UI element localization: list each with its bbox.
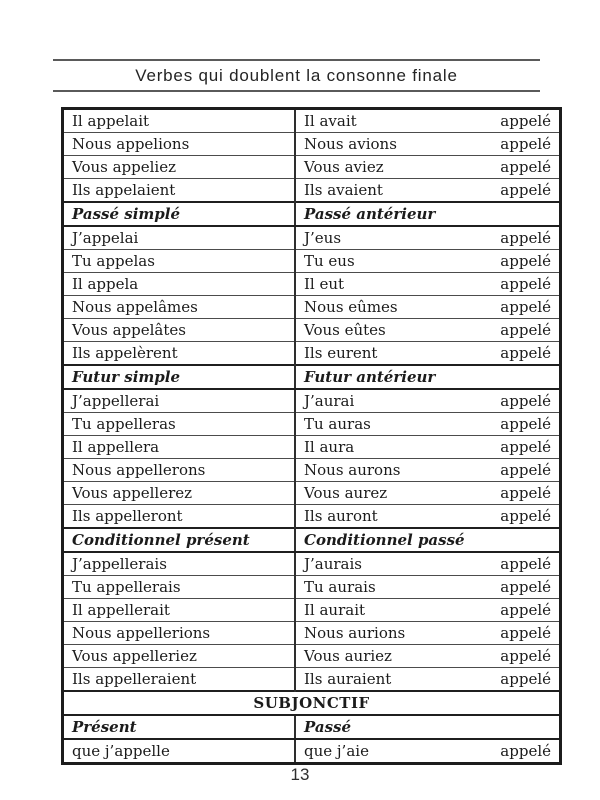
participle-text: appelé [500,320,551,339]
participle-text: appelé [500,506,551,525]
table-row-conjugation [63,250,561,273]
participle-text: appelé [500,577,551,596]
compound-form [295,739,561,764]
participle-text: appelé [500,251,551,270]
conjugation-form: Tu appelas [63,250,296,273]
tense-heading-left: Passé simplé [63,202,296,226]
conjugation-form: que j’appelle [63,739,296,764]
compound-form-layout [304,111,551,132]
auxiliary-text: Il eut [304,274,345,293]
conjugation-form: J’appelai [63,226,296,250]
table-row-conjugation [63,505,561,529]
compound-form-layout [304,623,551,644]
conjugation-form: Vous appelleriez [63,645,296,668]
table-row-conjugation [63,226,561,250]
compound-form-layout [304,274,551,295]
conjugation-form: Ils appelaient [63,179,296,203]
compound-form-layout [304,157,551,178]
auxiliary-text: Il avait [304,111,357,130]
compound-form [295,459,561,482]
table-row-conjugation [63,668,561,692]
conjugation-form: Il appelait [63,109,296,133]
participle-text: appelé [500,134,551,153]
table-row-conjugation [63,273,561,296]
table-row-conjugation [63,342,561,366]
table-row-conjugation [63,645,561,668]
auxiliary-text: Tu aurais [304,577,376,596]
compound-form-layout [304,506,551,527]
auxiliary-text: Nous avions [304,134,397,153]
tense-heading-left: Conditionnel présent [63,528,296,552]
participle-text: appelé [500,741,551,760]
tense-heading-right: Passé antérieur [295,202,561,226]
compound-form-layout [304,741,551,762]
conjugation-form: Il appellera [63,436,296,459]
compound-form-layout [304,669,551,690]
table-row-conjugation [63,109,561,133]
compound-form-layout [304,297,551,318]
conjugation-form: Il appela [63,273,296,296]
participle-text: appelé [500,669,551,688]
tense-heading-right: Futur antérieur [295,365,561,389]
compound-form [295,576,561,599]
conjugation-table-body [63,109,561,764]
conjugation-form: Ils appelleraient [63,668,296,692]
participle-text: appelé [500,297,551,316]
compound-form-layout [304,577,551,598]
compound-form [295,133,561,156]
conjugation-form: Nous appelâmes [63,296,296,319]
auxiliary-text: Ils auront [304,506,378,525]
tense-heading-right: Passé [295,715,561,739]
compound-form-layout [304,646,551,667]
auxiliary-text: Ils auraient [304,669,392,688]
compound-form [295,668,561,692]
compound-form [295,156,561,179]
table-row-tense-heading [63,528,561,552]
table-row-conjugation [63,552,561,576]
compound-form [295,622,561,645]
compound-form [295,599,561,622]
conjugation-form: J’appellerai [63,389,296,413]
compound-form-layout [304,343,551,364]
auxiliary-text: Vous aviez [304,157,384,176]
table-row-tense-heading [63,202,561,226]
table-row-conjugation [63,622,561,645]
participle-text: appelé [500,343,551,362]
compound-form [295,436,561,459]
table-row-conjugation [63,413,561,436]
table-row-conjugation [63,599,561,622]
compound-form [295,389,561,413]
compound-form-layout [304,391,551,412]
auxiliary-text: J’aurai [304,391,355,410]
page-number: 13 [290,765,310,784]
auxiliary-text: Vous auriez [304,646,392,665]
participle-text: appelé [500,157,551,176]
conjugation-form: Tu appellerais [63,576,296,599]
conjugation-form: Vous appelâtes [63,319,296,342]
conjugation-form: Nous appellerons [63,459,296,482]
conjugation-form: Vous appellerez [63,482,296,505]
table-row-conjugation [63,296,561,319]
compound-form-layout [304,483,551,504]
table-row-mood-heading [63,691,561,715]
conjugation-form: Vous appeliez [63,156,296,179]
participle-text: appelé [500,600,551,619]
tense-heading-left: Présent [63,715,296,739]
compound-form [295,645,561,668]
compound-form [295,226,561,250]
conjugation-form: Ils appelleront [63,505,296,529]
compound-form [295,179,561,203]
compound-form [295,505,561,529]
participle-text: appelé [500,391,551,410]
auxiliary-text: Il aura [304,437,355,456]
compound-form-layout [304,228,551,249]
conjugation-form: Nous appelions [63,133,296,156]
participle-text: appelé [500,646,551,665]
table-row-conjugation [63,576,561,599]
compound-form [295,273,561,296]
table-row-conjugation [63,179,561,203]
participle-text: appelé [500,111,551,130]
participle-text: appelé [500,180,551,199]
compound-form-layout [304,251,551,272]
table-row-conjugation [63,133,561,156]
compound-form [295,250,561,273]
auxiliary-text: J’eus [304,228,342,247]
auxiliary-text: Ils avaient [304,180,383,199]
conjugation-form: Ils appelèrent [63,342,296,366]
participle-text: appelé [500,228,551,247]
auxiliary-text: Tu eus [304,251,355,270]
table-row-conjugation [63,459,561,482]
table-row-tense-heading [63,715,561,739]
participle-text: appelé [500,460,551,479]
participle-text: appelé [500,623,551,642]
table-row-conjugation [63,319,561,342]
page-header [53,59,540,92]
compound-form [295,482,561,505]
compound-form-layout [304,460,551,481]
compound-form [295,109,561,133]
compound-form-layout [304,437,551,458]
mood-heading: SUBJONCTIF [63,691,561,715]
auxiliary-text: J’aurais [304,554,362,573]
table-row-conjugation [63,389,561,413]
participle-text: appelé [500,483,551,502]
compound-form-layout [304,134,551,155]
table-row-conjugation [63,436,561,459]
auxiliary-text: Nous eûmes [304,297,398,316]
auxiliary-text: Tu auras [304,414,371,433]
tense-heading-right: Conditionnel passé [295,528,561,552]
conjugation-form: Nous appellerions [63,622,296,645]
auxiliary-text: Il aurait [304,600,366,619]
auxiliary-text: Vous aurez [304,483,388,502]
compound-form-layout [304,180,551,201]
conjugation-form: J’appellerais [63,552,296,576]
auxiliary-text: Nous aurions [304,623,406,642]
page-title: Verbes qui doublent la consonne finale [135,65,458,85]
compound-form [295,413,561,436]
auxiliary-text: Nous aurons [304,460,401,479]
conjugation-form: Il appellerait [63,599,296,622]
auxiliary-text: Ils eurent [304,343,378,362]
compound-form [295,342,561,366]
compound-form [295,296,561,319]
table-row-conjugation [63,482,561,505]
compound-form-layout [304,320,551,341]
auxiliary-text: que j’aie [304,741,369,760]
compound-form-layout [304,600,551,621]
auxiliary-text: Vous eûtes [304,320,386,339]
participle-text: appelé [500,274,551,293]
table-row-tense-heading [63,365,561,389]
participle-text: appelé [500,554,551,573]
table-row-conjugation [63,156,561,179]
compound-form-layout [304,554,551,575]
participle-text: appelé [500,414,551,433]
tense-heading-left: Futur simple [63,365,296,389]
table-row-conjugation [63,739,561,764]
compound-form [295,319,561,342]
conjugation-form: Tu appelleras [63,413,296,436]
participle-text: appelé [500,437,551,456]
compound-form-layout [304,414,551,435]
compound-form [295,552,561,576]
conjugation-table [61,107,562,765]
